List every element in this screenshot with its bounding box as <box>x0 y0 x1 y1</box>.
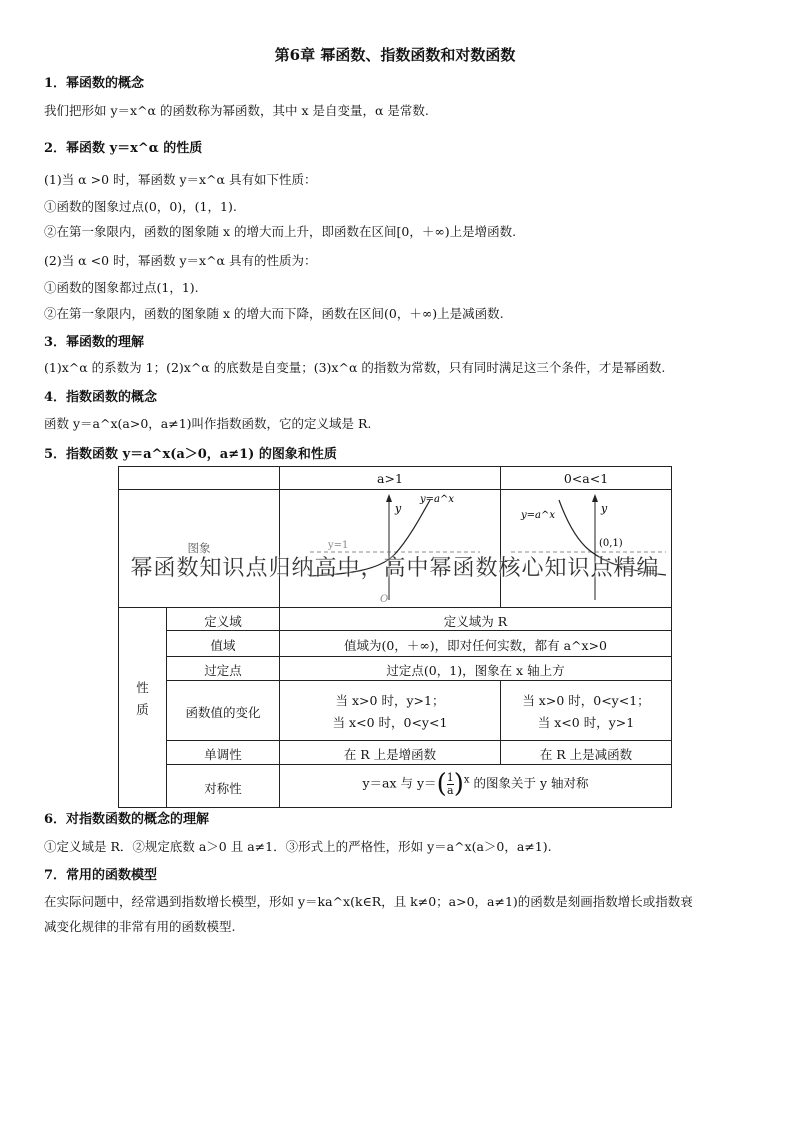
section-3-heading: 3．幂函数的理解 <box>44 335 145 350</box>
section-7-line-2: 减变化规律的非常有用的函数模型. <box>44 919 236 934</box>
paren-close: ) <box>453 769 464 799</box>
domain-label: 定义域 <box>204 614 242 629</box>
y-axis-arrow <box>386 494 392 502</box>
page-title: 第6章 幂函数、指数函数和对数函数 <box>274 46 516 64</box>
range-value: 值域为(0，＋∞)，即对任何实数，都有 a^x>0 <box>344 638 607 653</box>
curve-label: y=a^x <box>420 494 455 505</box>
section-2-line-1: (1)当 α >0 时，幂函数 y＝x^α 具有如下性质： <box>44 172 317 187</box>
graph-decreasing <box>501 490 671 607</box>
section-1-body: 我们把形如 y＝x^α 的函数称为幂函数，其中 x 是自变量，α 是常数. <box>44 103 429 118</box>
fraction <box>447 772 454 797</box>
section-5-heading: 5．指数函数 y＝a^x(a＞0，a≠1) 的图象和性质 <box>44 447 337 462</box>
paren-open: ( <box>436 769 447 799</box>
section-3-body: (1)x^α 的系数为 1；(2)x^α 的底数是自变量；(3)x^α 的指数为常数，只有同时满足这三个条件，才是幂函数. <box>44 360 666 375</box>
domain-value: 定义域为 R <box>443 614 508 629</box>
symmetry-value <box>280 769 671 799</box>
asymptote-label: y=1 <box>328 540 349 551</box>
fraction-numerator: 1 <box>446 770 454 784</box>
section-2-heading: 2．幂函数 y＝x^α 的性质 <box>44 141 203 156</box>
graph-label: 图象 <box>187 541 211 555</box>
header-a-greater-1: a>1 <box>377 471 403 486</box>
change-decreasing-1: 当 x>0 时，0<y<1； <box>522 693 650 708</box>
fixed-point-label: 过定点 <box>204 663 242 678</box>
section-6-heading: 6．对指数函数的概念的理解 <box>44 812 210 827</box>
property-label-text: 性质 <box>136 680 149 717</box>
symmetry-prefix: y＝ax 与 y＝ <box>362 775 437 791</box>
section-2-line-4: (2)当 α <0 时，幂函数 y＝x^α 具有的性质为： <box>44 253 317 268</box>
change-increasing-1: 当 x>0 时，y>1； <box>335 693 445 708</box>
change-increasing-2: 当 x<0 时，0<y<1 <box>332 715 448 730</box>
fixed-point-value: 过定点(0，1)，图象在 x 轴上方 <box>386 663 565 678</box>
section-2-line-3: ②在第一象限内，函数的图象随 x 的增大而上升，即函数在区间[0，＋∞)上是增函数. <box>44 224 517 239</box>
section-4-heading: 4．指数函数的概念 <box>44 390 158 405</box>
range-label: 值域 <box>210 638 236 653</box>
change-decreasing-2: 当 x<0 时，y>1 <box>537 715 635 730</box>
symmetry-label: 对称性 <box>204 781 242 796</box>
header-a-less-1: 0<a<1 <box>563 471 609 486</box>
fraction-denominator: a <box>446 783 454 797</box>
exponential-properties-table <box>118 466 672 808</box>
y-axis-label: y <box>601 502 608 515</box>
monotonicity-decreasing: 在 R 上是减函数 <box>539 747 633 762</box>
section-2-line-2: ①函数的图象过点(0，0)，(1，1). <box>44 199 237 214</box>
y-axis-arrow <box>592 494 598 502</box>
section-7-line-1: 在实际问题中，经常遇到指数增长模型，形如 y＝ka^x(k∈R，且 k≠0；a>0，a≠1)的函数是刻画指数增长或指数衰 <box>44 894 693 909</box>
symmetry-suffix: 的图象关于 y 轴对称 <box>469 775 589 791</box>
watermark-caption: 幂函数知识点归纳高中，高中幂函数核心知识点精编 <box>130 556 660 581</box>
origin-label: O <box>380 594 389 605</box>
section-2-line-5: ①函数的图象都过点(1，1). <box>44 280 199 295</box>
section-1-heading: 1．幂函数的概念 <box>44 76 145 91</box>
point-label: (0,1) <box>599 538 623 549</box>
section-2-line-6: ②在第一象限内，函数的图象随 x 的增大而下降，函数在区间(0，＋∞)上是减函数. <box>44 306 504 321</box>
y-axis-label: y <box>395 502 402 515</box>
section-6-body: ①定义域是 R．②规定底数 a＞0 且 a≠1．③形式上的严格性，形如 y＝a^x(a＞0，a≠1). <box>44 839 552 854</box>
section-4-body: 函数 y＝a^x(a>0，a≠1)叫作指数函数，它的定义域是 R. <box>44 416 372 431</box>
section-7-heading: 7．常用的函数模型 <box>44 868 158 883</box>
symmetry-exponent: x <box>463 774 470 786</box>
monotonicity-increasing: 在 R 上是增函数 <box>343 747 437 762</box>
curve-label: y=a^x <box>521 510 556 521</box>
graph-increasing <box>280 490 500 607</box>
property-label <box>119 677 166 721</box>
value-change-label: 函数值的变化 <box>185 705 261 720</box>
monotonicity-label: 单调性 <box>204 747 242 762</box>
